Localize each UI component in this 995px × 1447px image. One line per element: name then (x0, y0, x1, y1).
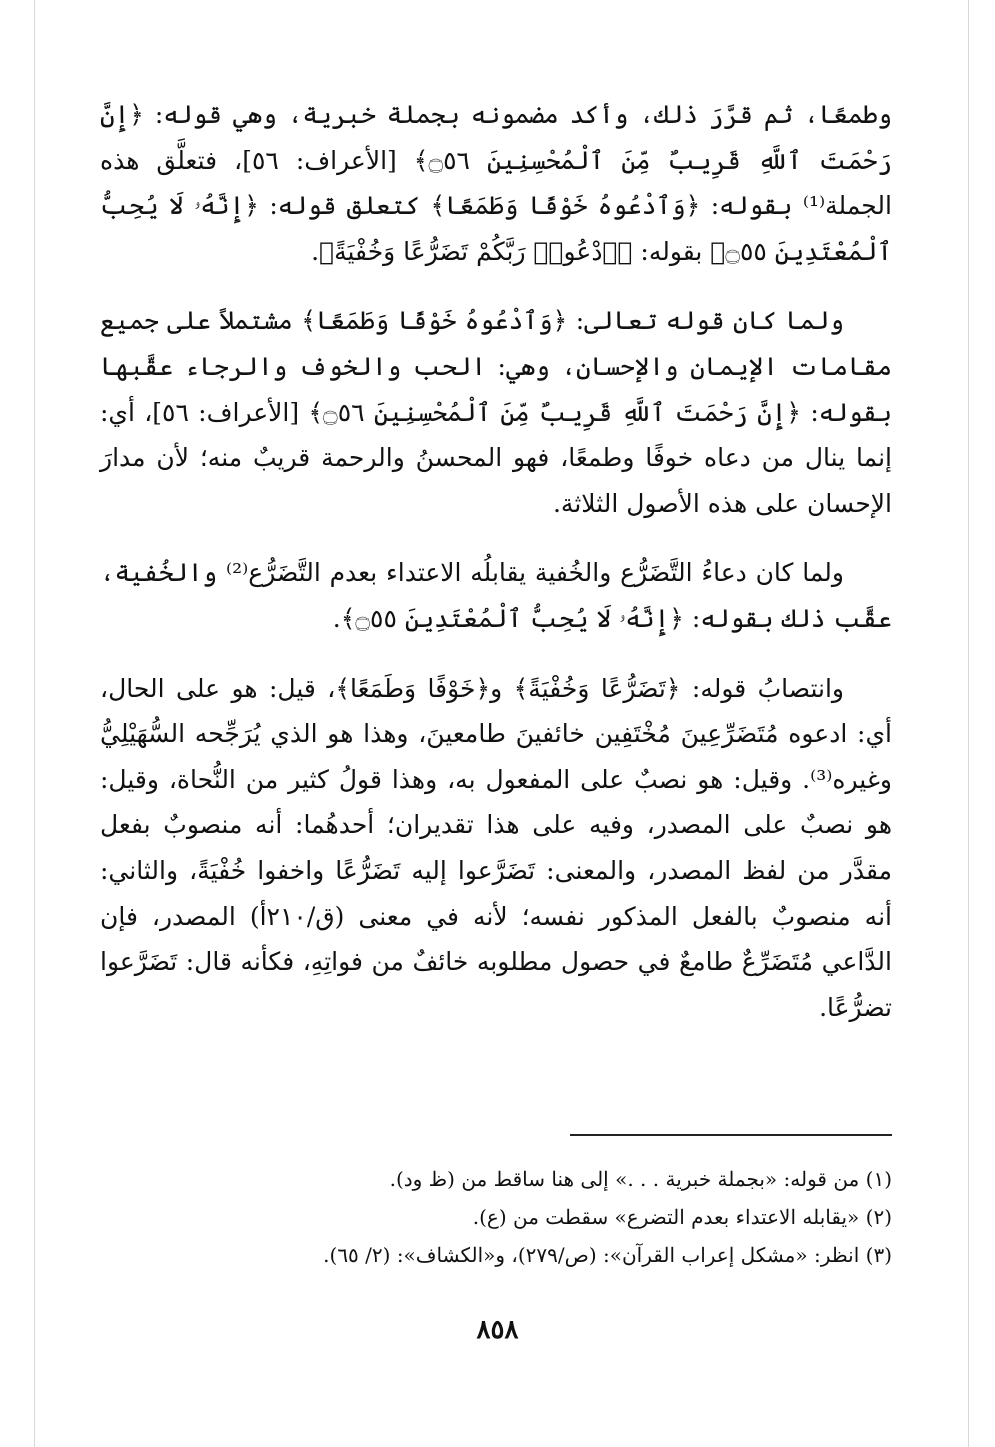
paragraph: ولما كان قوله تعالى: ﴿وَٱدْعُوهُ خَوْفًا وَطَمَعًا﴾ مشتملاً على جميع مقامات الإيمان والإحسان، وهي: الحب والخوف والرجاء عقَّبها بقوله: ﴿إِنَّ رَحْمَتَ ٱللَّهِ قَرِيبٌ مِّنَ ٱلْمُحْسِنِينَ ۝٥٦﴾ [الأعراف: ٥٦]، أي: إنما ينال من دعاه خوفًا وطمعًا، فهو المحسنُ والرحمة قريبٌ منه؛ لأن مدارَ الإحسان على هذه الأصول الثلاثة. (100, 306, 892, 518)
footnote: (١) من قوله: «بجملة خبرية . . .» إلى هنا ساقط من (ظ ود). (389, 1167, 892, 1191)
paragraph: وطمعًا، ثم قرَّرَ ذلك، وأكد مضمونه بجملة خبرية، وهي قوله: ﴿إِنَّ رَحْمَتَ ٱللَّهِ قَرِيبٌ مِّنَ ٱلْمُحْسِنِينَ ۝٥٦﴾ [الأعراف: ٥٦]، فتعلَّق هذه الجملة⁽¹⁾ بقوله: ﴿وَٱدْعُوهُ خَوْفًا وَطَمَعًا﴾ كتعلق قوله: ﴿إِنَّهُۥ لَا يُحِبُّ ٱلْمُعْتَدِينَ ۝٥٥﴾ بقوله: ﴿ٱدْعُوا۟ رَبَّكُمْ تَضَرُّعًا وَخُفْيَةً﴾. (100, 100, 893, 266)
paragraph: ولما كان دعاءُ التَّضَرُّع والخُفية يقابلُه الاعتداء بعدم التَّضَرُّع⁽²⁾ والخُفية، عقَّب ذلك بقوله: ﴿إِنَّهُۥ لَا يُحِبُّ ٱلْمُعْتَدِينَ ۝٥٥﴾. (100, 558, 892, 633)
footnote-separator (570, 1134, 892, 1136)
footnote: (٣) انظر: «مشكل إعراب القرآن»: (ص/٢٧٩)، و«الكشاف»: (٢/ ٦٥). (323, 1243, 892, 1267)
paragraph: وانتصابُ قوله: ﴿تَضَرُّعًا وَخُفْيَةً﴾ و﴿خَوْفًا وَطَمَعًا﴾، قيل: هو على الحال، أي: ادعوه مُتَضَرِّعِينَ مُخْتَفِين خائفينَ طامعينَ، وهذا هو الذي يُرَجِّحه السُّهَيْلِيُّ وغيره⁽³⁾. وقيل: هو نصبٌ على المفعول به، وهذا قولُ كثير من النُّحاة، وقيل: هو نصبٌ على المصدر، وفيه على هذا تقديران؛ أحدهُما: أنه منصوبٌ بفعل مقدَّر من لفظ المصدر، والمعنى: تَضَرَّعوا إليه تَضَرُّعًا واخفوا خُفْيَةً، والثاني: أنه منصوبٌ بالفعل المذكور نفسه؛ لأنه في معنى (ق/٢١٠أ) المصدر، فإن الدَّاعي مُتَضَرِّعٌ طامعٌ في حصول مطلوبه خائفٌ من فواتِهِ، فكأنه قال: تَضَرَّعوا تضرُّعًا. (100, 673, 892, 1022)
main-text (100, 92, 892, 1054)
page-number: ٨٥٨ (476, 1315, 519, 1345)
footnote: (٢) «يقابله الاعتداء بعدم التضرع» سقطت من (ع). (472, 1205, 892, 1229)
scan-guide-line (968, 0, 969, 1447)
footnotes (180, 1160, 892, 1274)
scan-guide-line (34, 0, 35, 1447)
